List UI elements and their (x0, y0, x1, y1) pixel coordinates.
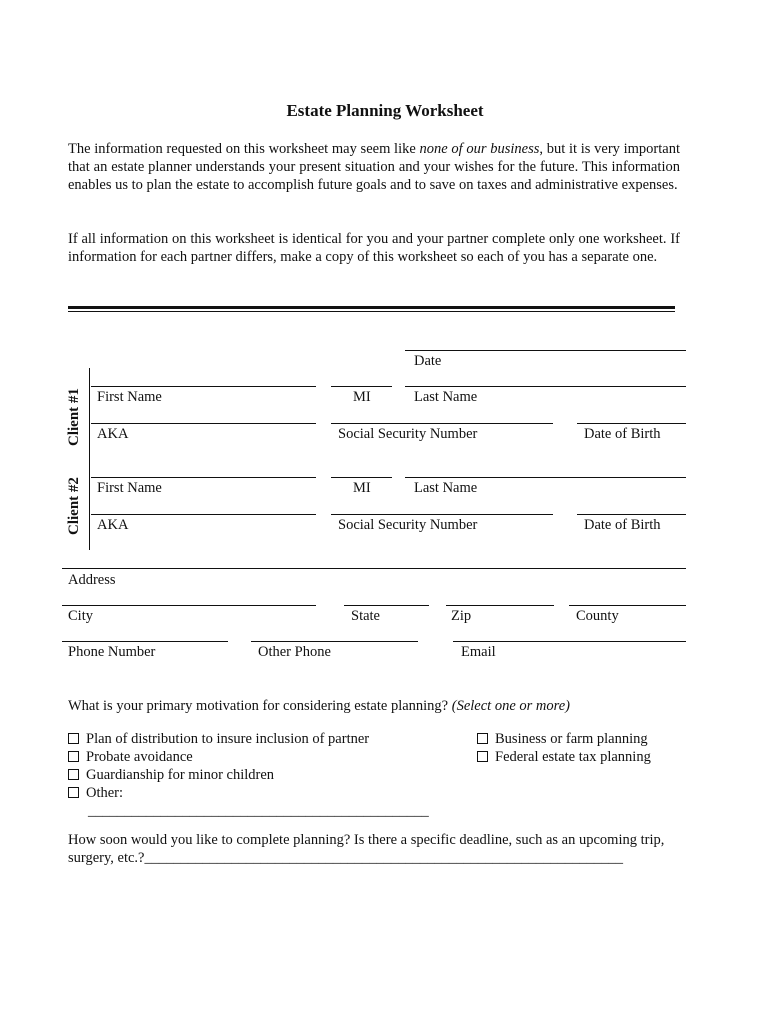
email-field[interactable] (453, 641, 686, 642)
client2-dob-label: Date of Birth (584, 517, 661, 533)
client-vertical-rule (89, 368, 90, 550)
checkbox-partner-distribution[interactable] (68, 733, 79, 744)
other-phone-label: Other Phone (258, 644, 331, 660)
client2-dob-field[interactable] (577, 514, 686, 515)
option-label: Probate avoidance (86, 749, 193, 765)
other-phone-field[interactable] (251, 641, 418, 642)
client2-ssn-label: Social Security Number (338, 517, 478, 533)
option-label: Federal estate tax planning (495, 749, 651, 765)
option-label: Plan of distribution to insure inclusion of partner (86, 731, 370, 747)
client1-last-name-field[interactable] (405, 386, 686, 387)
partner-note: If all information on this worksheet is identical for you and your partner complete only one worksheet. If information for each partner differs, make a copy of this worksheet so each of you has a separate one. (68, 231, 680, 265)
option-label: Guardianship for minor children (86, 767, 275, 783)
client1-side-label: Client #1 (66, 388, 82, 446)
checkbox-guardianship[interactable] (68, 769, 79, 780)
checkbox-probate-avoidance[interactable] (68, 751, 79, 762)
motivation-hint: (Select one or more) (451, 698, 570, 714)
intro-paragraph (68, 140, 680, 194)
email-label: Email (461, 644, 496, 660)
address-label: Address (68, 572, 116, 588)
client2-side-label: Client #2 (66, 477, 82, 535)
client1-dob-label: Date of Birth (584, 426, 661, 442)
address-field[interactable] (62, 568, 686, 569)
motivation-question-text: What is your primary motivation for considering estate planning? (68, 698, 452, 714)
checkbox-federal-estate-tax[interactable] (477, 751, 488, 762)
client2-mi-label: MI (353, 480, 371, 496)
date-line[interactable] (405, 350, 686, 351)
intro-emphasis: none of our business (419, 141, 540, 157)
zip-label: Zip (451, 608, 472, 624)
client1-aka-label: AKA (97, 426, 129, 442)
section-divider-bottom (68, 311, 675, 312)
timing-question (68, 831, 680, 867)
county-field[interactable] (569, 605, 686, 606)
intro-text-start: The information requested on this worksheet may seem like (68, 141, 420, 157)
option-probate-avoidance[interactable] (68, 748, 193, 766)
client2-first-name-field[interactable] (91, 477, 316, 478)
timing-question-text: How soon would you like to complete planning? Is there a specific deadline, such as an upcoming trip, surgery, etc.? (68, 832, 665, 866)
client1-ssn-field[interactable] (331, 423, 553, 424)
client1-ssn-label: Social Security Number (338, 426, 478, 442)
client2-aka-label: AKA (97, 517, 129, 533)
intro-text-end: , but it is very important that an estate planner understands your present situation and your wishes for the future. This information enables us to plan the estate to accomplish future goals and to save on taxes and administrative expenses. (68, 141, 680, 193)
option-partner-distribution[interactable] (68, 730, 369, 748)
client2-last-name-label: Last Name (414, 480, 478, 496)
date-label: Date (414, 353, 442, 369)
county-label: County (576, 608, 619, 624)
option-guardianship[interactable] (68, 766, 274, 784)
option-business-farm[interactable] (477, 730, 648, 748)
client2-aka-field[interactable] (91, 514, 316, 515)
state-label: State (351, 608, 380, 624)
client1-mi-field[interactable] (331, 386, 392, 387)
client1-first-name-field[interactable] (91, 386, 316, 387)
page-title: Estate Planning Worksheet (286, 101, 484, 120)
other-input-line[interactable]: _______________________________________________ (88, 803, 429, 819)
option-federal-estate-tax[interactable] (477, 748, 651, 766)
checkbox-business-farm[interactable] (477, 733, 488, 744)
city-label: City (68, 608, 93, 624)
option-label: Other: (86, 785, 124, 801)
option-other[interactable] (68, 784, 123, 802)
checkbox-other[interactable] (68, 787, 79, 798)
client1-aka-field[interactable] (91, 423, 316, 424)
section-divider-top (68, 306, 675, 309)
client2-last-name-field[interactable] (405, 477, 686, 478)
state-field[interactable] (344, 605, 429, 606)
client1-mi-label: MI (353, 389, 371, 405)
phone-label: Phone Number (68, 644, 156, 660)
client1-dob-field[interactable] (577, 423, 686, 424)
zip-field[interactable] (446, 605, 554, 606)
phone-field[interactable] (62, 641, 228, 642)
timing-answer-line[interactable]: __________________________________________________________________ (144, 850, 623, 866)
client1-last-name-label: Last Name (414, 389, 478, 405)
client2-mi-field[interactable] (331, 477, 392, 478)
client1-first-name-label: First Name (97, 389, 162, 405)
motivation-question (68, 697, 570, 715)
option-label: Business or farm planning (495, 731, 648, 747)
client2-first-name-label: First Name (97, 480, 162, 496)
client2-ssn-field[interactable] (331, 514, 553, 515)
city-field[interactable] (62, 605, 316, 606)
